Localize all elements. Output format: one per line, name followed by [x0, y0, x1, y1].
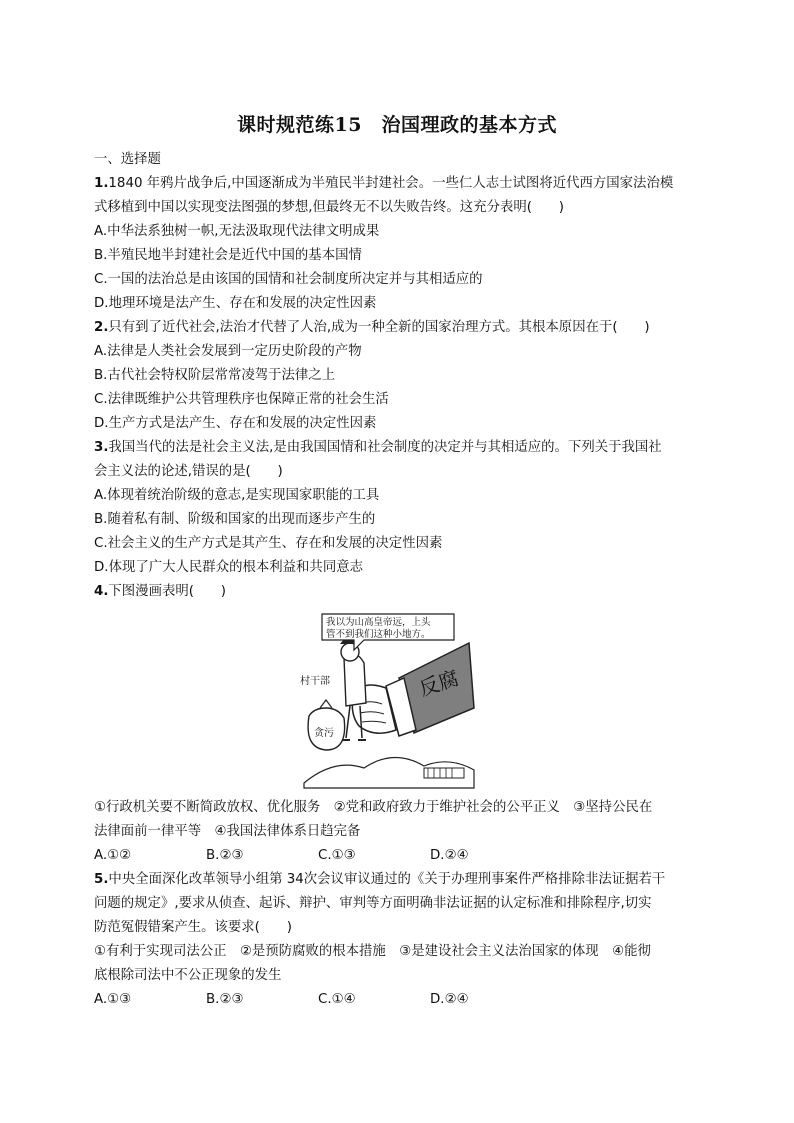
- question-stem-line: 会主义法的论述,错误的是( ): [94, 464, 283, 479]
- option-a[interactable]: A.法律是人类社会发展到一定历史阶段的产物: [94, 344, 362, 359]
- option-c[interactable]: C.法律既维护公共管理秩序也保障正常的社会生活: [94, 392, 389, 407]
- choice-d[interactable]: D.②④: [430, 992, 469, 1007]
- choice-b[interactable]: B.②③: [206, 992, 244, 1007]
- bag-label: 贪污: [314, 728, 334, 739]
- option-d[interactable]: D.生产方式是法产生、存在和发展的决定性因素: [94, 416, 377, 431]
- cartoon-illustration: [300, 608, 474, 788]
- speech-line-1: 我以为山高皇帝远，上头: [326, 617, 431, 628]
- question-5: [94, 868, 704, 1012]
- statement-line: 法律面前一律平等 ④我国法律体系日趋完备: [94, 824, 361, 839]
- question-number: 1.: [94, 176, 109, 191]
- option-b[interactable]: B.古代社会特权阶层常常凌驾于法律之上: [94, 368, 336, 383]
- option-a[interactable]: A.体现着统治阶级的意志,是实现国家职能的工具: [94, 488, 380, 503]
- question-number: 5.: [94, 872, 109, 887]
- choice-b[interactable]: B.②③: [206, 848, 244, 863]
- page-title: 课时规范练15 治国理政的基本方式: [237, 114, 557, 136]
- option-a[interactable]: A.中华法系独树一帜,无法汲取现代法律文明成果: [94, 224, 380, 239]
- official-label: 村干部: [300, 676, 330, 687]
- question-list: [94, 148, 704, 1012]
- question-stem-line: 2.只有到了近代社会,法治才代替了人治,成为一种全新的国家治理方式。其根本原因在于( ): [94, 320, 650, 335]
- statement-line: ①行政机关要不断简政放权、优化服务 ②党和政府致力于维护社会的公平正义 ③坚持公民在: [94, 800, 653, 815]
- option-b[interactable]: B.半殖民地半封建社会是近代中国的基本国情: [94, 248, 362, 263]
- question-stem-line: 3.我国当代的法是社会主义法,是由我国国情和社会制度的决定并与其相适应的。下列关于我国社: [94, 440, 662, 455]
- statement-line: 底根除司法中不公正现象的发生: [94, 968, 282, 983]
- answer-choices: [94, 844, 704, 868]
- question-stem-line: 式移植到中国以实现变法图强的梦想,但最终无不以失败告终。这充分表明( ): [94, 200, 564, 215]
- village-houses: [424, 768, 464, 778]
- answer-choices: [94, 988, 704, 1012]
- option-d[interactable]: D.地理环境是法产生、存在和发展的决定性因素: [94, 296, 377, 311]
- choice-a[interactable]: A.①②: [94, 848, 132, 863]
- option-b[interactable]: B.随着私有制、阶级和国家的出现而逐步产生的: [94, 512, 376, 527]
- question-3: [94, 436, 704, 580]
- choice-c[interactable]: C.①④: [318, 992, 356, 1007]
- option-c[interactable]: C.一国的法治总是由该国的国情和社会制度所决定并与其相适应的: [94, 272, 483, 287]
- question-1: [94, 172, 704, 316]
- anti-corruption-cartoon: [94, 608, 704, 788]
- question-stem-line: 5.中央全面深化改革领导小组第 34次会议审议通过的《关于办理刑事案件严格排除非法证据若干: [94, 872, 666, 887]
- question-number: 2.: [94, 320, 109, 335]
- section-heading: 一、选择题: [94, 152, 161, 167]
- choice-a[interactable]: A.①③: [94, 992, 132, 1007]
- question-stem-line: 防范冤假错案产生。该要求( ): [94, 920, 292, 935]
- choice-c[interactable]: C.①③: [318, 848, 356, 863]
- question-stem-line: 4.下图漫画表明( ): [94, 584, 226, 599]
- option-c[interactable]: C.社会主义的生产方式是其产生、存在和发展的决定性因素: [94, 536, 443, 551]
- question-number: 3.: [94, 440, 109, 455]
- anti-corruption-label: 反腐: [416, 665, 462, 701]
- question-number: 4.: [94, 584, 109, 599]
- question-stem-line: 1.1840 年鸦片战争后,中国逐渐成为半殖民半封建社会。一些仁人志士试图将近代西方国家法治模: [94, 176, 674, 191]
- speech-line-2: 管不到我们这种小地方。: [326, 629, 431, 640]
- official-body: [344, 654, 366, 706]
- statement-line: ①有利于实现司法公正 ②是预防腐败的根本措施 ③是建设社会主义法治国家的体现 ④能彻: [94, 944, 651, 959]
- question-2: [94, 316, 704, 436]
- question-4: [94, 580, 704, 868]
- question-stem-line: 问题的规定》,要求从侦查、起诉、辩护、审判等方面明确非法证据的认定标准和排除程序,切实: [94, 896, 652, 911]
- choice-d[interactable]: D.②④: [430, 848, 469, 863]
- option-d[interactable]: D.体现了广大人民群众的根本利益和共同意志: [94, 560, 363, 575]
